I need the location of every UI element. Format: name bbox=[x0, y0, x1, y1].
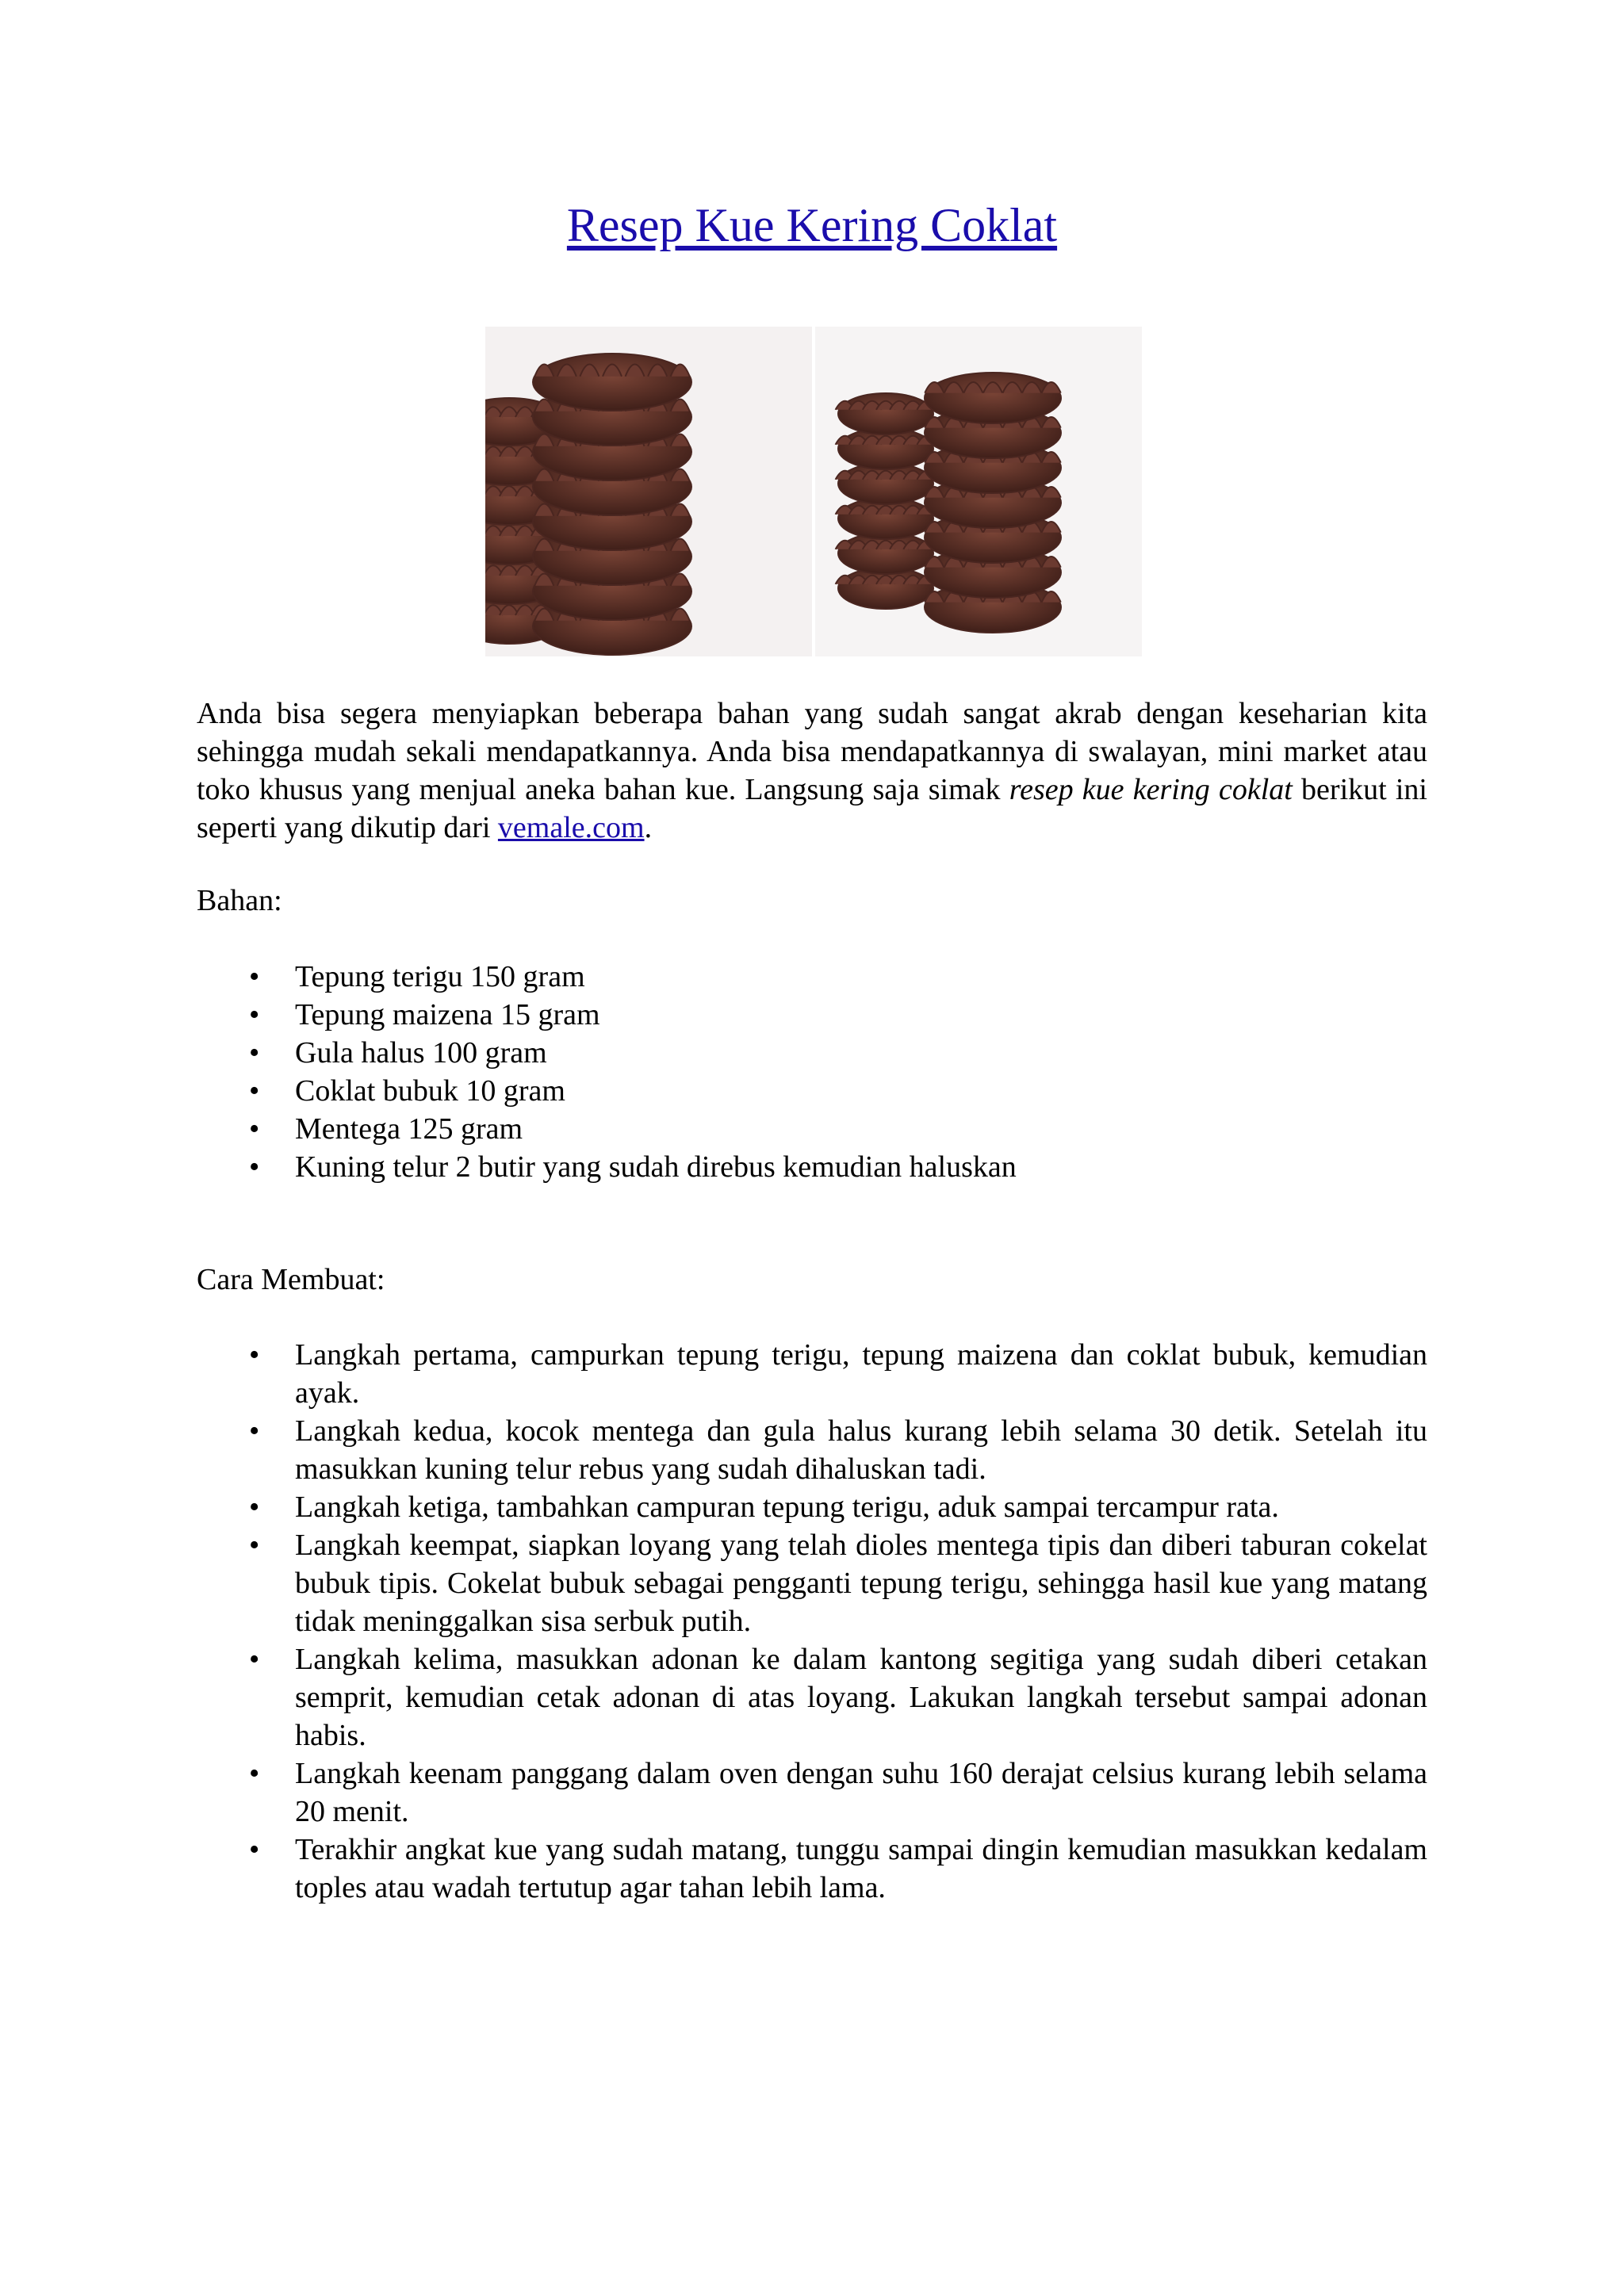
cara-step bbox=[197, 1831, 1427, 1907]
intro-text-1: Anda bisa segera menyiapkan beberapa bahan yang sudah sangat akrab dengan keseharian kita sehingga mudah sekali mendapatkannya. Anda bisa mendapatkannya di swalayan, mini market atau toko khusus yang menjual aneka bahan kue. Langsung saja simak bbox=[197, 697, 1427, 806]
cara-step-text: Langkah kelima, masukkan adonan ke dalam kantong segitiga yang sudah diberi cetakan semprit, kemudian cetak adonan di atas loyang. Lakukan langkah tersebut sampai adonan habis. bbox=[295, 1643, 1427, 1752]
cara-step bbox=[197, 1640, 1427, 1755]
cara-step-text: Langkah ketiga, tambahkan campuran tepung terigu, aduk sampai tercampur rata. bbox=[295, 1490, 1279, 1524]
bullet-icon: • bbox=[249, 1643, 260, 1676]
intro-paragraph bbox=[197, 695, 1427, 847]
bahan-item bbox=[197, 1034, 1427, 1072]
bullet-icon: • bbox=[249, 1338, 260, 1372]
bahan-item-text: Gula halus 100 gram bbox=[295, 1036, 547, 1070]
bahan-item-text: Tepung terigu 150 gram bbox=[295, 960, 585, 993]
cara-step-text: Langkah pertama, campurkan tepung terigu, tepung maizena dan coklat bubuk, kemudian ayak. bbox=[295, 1338, 1427, 1410]
bahan-item-text: Coklat bubuk 10 gram bbox=[295, 1074, 565, 1108]
cookie-photo bbox=[485, 327, 1142, 656]
bullet-icon: • bbox=[249, 1074, 260, 1108]
cara-list bbox=[197, 1336, 1427, 1907]
bullet-icon: • bbox=[249, 1036, 260, 1070]
bahan-item-text: Mentega 125 gram bbox=[295, 1112, 523, 1146]
bullet-icon: • bbox=[249, 1490, 260, 1524]
cara-step-text: Langkah kedua, kocok mentega dan gula halus kurang lebih selama 30 detik. Setelah itu masukkan kuning telur rebus yang sudah dihaluskan tadi. bbox=[295, 1414, 1427, 1486]
bullet-icon: • bbox=[249, 960, 260, 993]
bullet-icon: • bbox=[249, 1833, 260, 1866]
bullet-icon: • bbox=[249, 998, 260, 1031]
intro-text-3: . bbox=[644, 811, 653, 844]
page-title bbox=[0, 193, 1624, 257]
cara-step bbox=[197, 1488, 1427, 1526]
cara-step-text: Terakhir angkat kue yang sudah matang, tunggu sampai dingin kemudian masukkan kedalam toples atau wadah tertutup agar tahan lebih lama. bbox=[295, 1833, 1427, 1904]
chocolate-cookie-stack-icon bbox=[485, 327, 1142, 656]
cara-step bbox=[197, 1755, 1427, 1831]
bahan-item bbox=[197, 1072, 1427, 1110]
intro-emphasis: resep kue kering coklat bbox=[1009, 773, 1293, 806]
bullet-icon: • bbox=[249, 1414, 260, 1448]
bahan-item-text: Tepung maizena 15 gram bbox=[295, 998, 600, 1031]
cara-step bbox=[197, 1412, 1427, 1488]
bullet-icon: • bbox=[249, 1112, 260, 1146]
bahan-item bbox=[197, 958, 1427, 996]
bullet-icon: • bbox=[249, 1529, 260, 1562]
bahan-heading: Bahan: bbox=[197, 884, 282, 917]
cara-step bbox=[197, 1526, 1427, 1640]
bahan-item-text: Kuning telur 2 butir yang sudah direbus kemudian haluskan bbox=[295, 1150, 1017, 1184]
cara-heading: Cara Membuat: bbox=[197, 1263, 385, 1296]
cara-step-text: Langkah keenam panggang dalam oven dengan suhu 160 derajat celsius kurang lebih selama 20 menit. bbox=[295, 1757, 1427, 1828]
bullet-icon: • bbox=[249, 1757, 260, 1790]
bullet-icon: • bbox=[249, 1150, 260, 1184]
bahan-list bbox=[197, 958, 1427, 1186]
cara-step-text: Langkah keempat, siapkan loyang yang telah dioles mentega tipis dan diberi taburan cokelat bubuk tipis. Cokelat bubuk sebagai pengganti tepung terigu, sehingga hasil kue yang matang tidak meninggalkan sisa serbuk putih. bbox=[295, 1529, 1427, 1638]
title-link[interactable]: Resep Kue Kering Coklat bbox=[566, 199, 1058, 251]
source-link[interactable]: vemale.com bbox=[497, 811, 645, 844]
bahan-item bbox=[197, 1148, 1427, 1186]
cara-step bbox=[197, 1336, 1427, 1412]
bahan-item bbox=[197, 1110, 1427, 1148]
bahan-item bbox=[197, 996, 1427, 1034]
intro-text-2: berikut ini seperti yang dikutip dari bbox=[197, 773, 1427, 844]
